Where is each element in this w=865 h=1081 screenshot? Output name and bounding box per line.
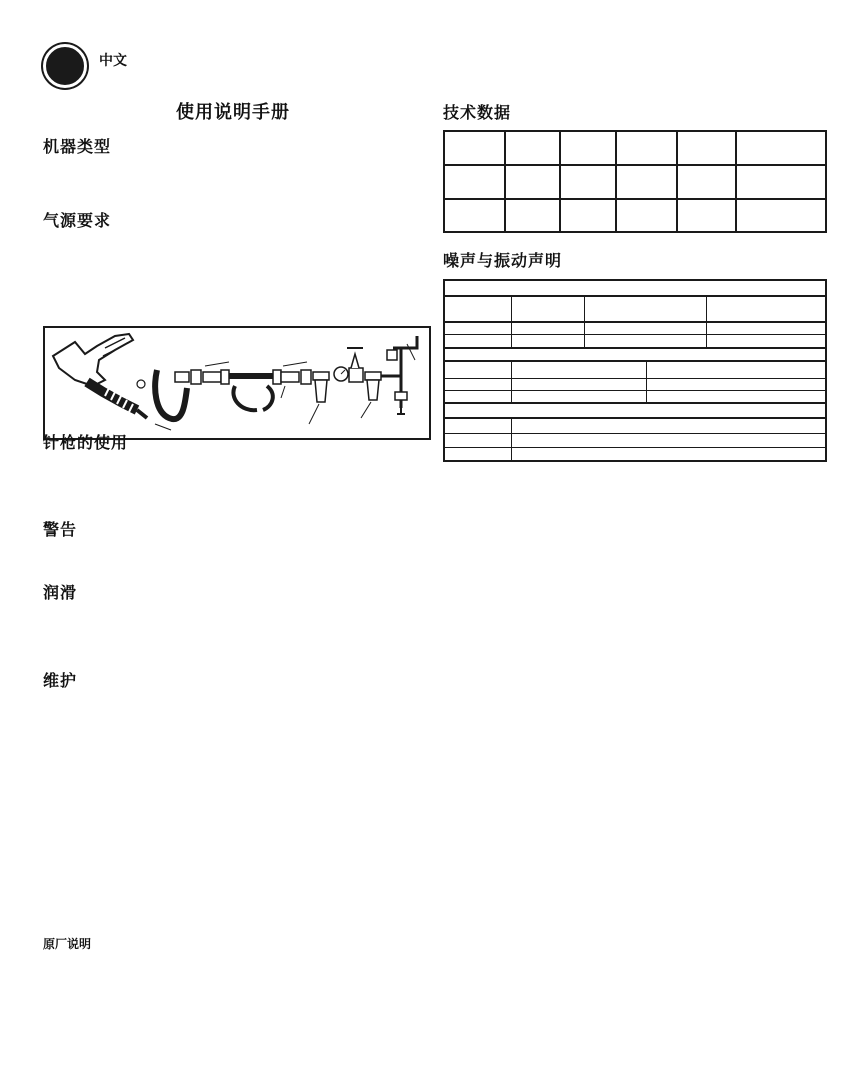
- table-cell: [560, 165, 616, 199]
- table-row: [445, 390, 825, 391]
- manual-title: 使用说明手册: [176, 102, 290, 123]
- table-row: [444, 199, 826, 232]
- heading-lubrication: 润滑: [43, 583, 78, 602]
- quick-coupling-icon: [273, 362, 311, 398]
- table-cell: [677, 131, 737, 165]
- table-cell: [616, 199, 677, 232]
- table-cell: [736, 165, 826, 199]
- table-cell: [677, 165, 737, 199]
- heading-machine-type: 机器类型: [43, 137, 112, 156]
- table-row: [445, 347, 825, 349]
- air-lubricator-icon: [361, 372, 381, 418]
- table-row: [444, 131, 826, 165]
- table-row: [445, 402, 825, 404]
- table-cell: [444, 131, 505, 165]
- heading-air-supply: 气源要求: [43, 211, 112, 230]
- table-cell: [616, 165, 677, 199]
- needle-scaler-gun-icon: [53, 334, 147, 418]
- shutoff-valve-icon: [381, 336, 417, 414]
- table-divider: [511, 419, 512, 462]
- table-cell: [444, 165, 505, 199]
- table-divider: [706, 323, 707, 347]
- noise-vibration-table: [443, 279, 827, 462]
- table-row: [445, 433, 825, 434]
- table-cell: [736, 131, 826, 165]
- quick-coupling-icon: [175, 362, 229, 384]
- table-row: [445, 419, 825, 462]
- table-row: [445, 323, 825, 347]
- table-divider: [511, 297, 512, 321]
- table-cell: [677, 199, 737, 232]
- air-supply-diagram: [43, 326, 431, 440]
- table-divider: [584, 323, 585, 347]
- table-row: [445, 362, 825, 402]
- table-cell: [560, 131, 616, 165]
- pressure-regulator-icon: [334, 348, 363, 382]
- table-row: [445, 378, 825, 379]
- heading-technical-data: 技术数据: [443, 103, 512, 122]
- table-divider: [706, 297, 707, 321]
- table-cell: [505, 165, 561, 199]
- table-divider: [646, 362, 647, 402]
- heading-maintenance: 维护: [43, 671, 78, 690]
- table-cell: [736, 199, 826, 232]
- table-cell: [616, 131, 677, 165]
- heading-warning: 警告: [43, 520, 78, 539]
- table-row: [445, 447, 825, 448]
- heading-noise-vibration: 噪声与振动声明: [443, 251, 563, 270]
- table-cell: [505, 199, 561, 232]
- table-cell: [444, 199, 505, 232]
- technical-data-table: [443, 130, 827, 233]
- table-row: [445, 334, 825, 335]
- table-row: [444, 165, 826, 199]
- heading-gun-usage: 针枪的使用: [43, 433, 129, 452]
- table-cell: [560, 199, 616, 232]
- table-divider: [511, 323, 512, 347]
- table-row: [445, 297, 825, 321]
- language-label: 中文: [99, 53, 127, 69]
- table-cell: [505, 131, 561, 165]
- air-filter-icon: [309, 372, 329, 424]
- table-divider: [511, 362, 512, 402]
- language-badge-icon: [43, 44, 87, 88]
- table-divider: [584, 297, 585, 321]
- heading-original-instructions: 原厂说明: [43, 937, 92, 951]
